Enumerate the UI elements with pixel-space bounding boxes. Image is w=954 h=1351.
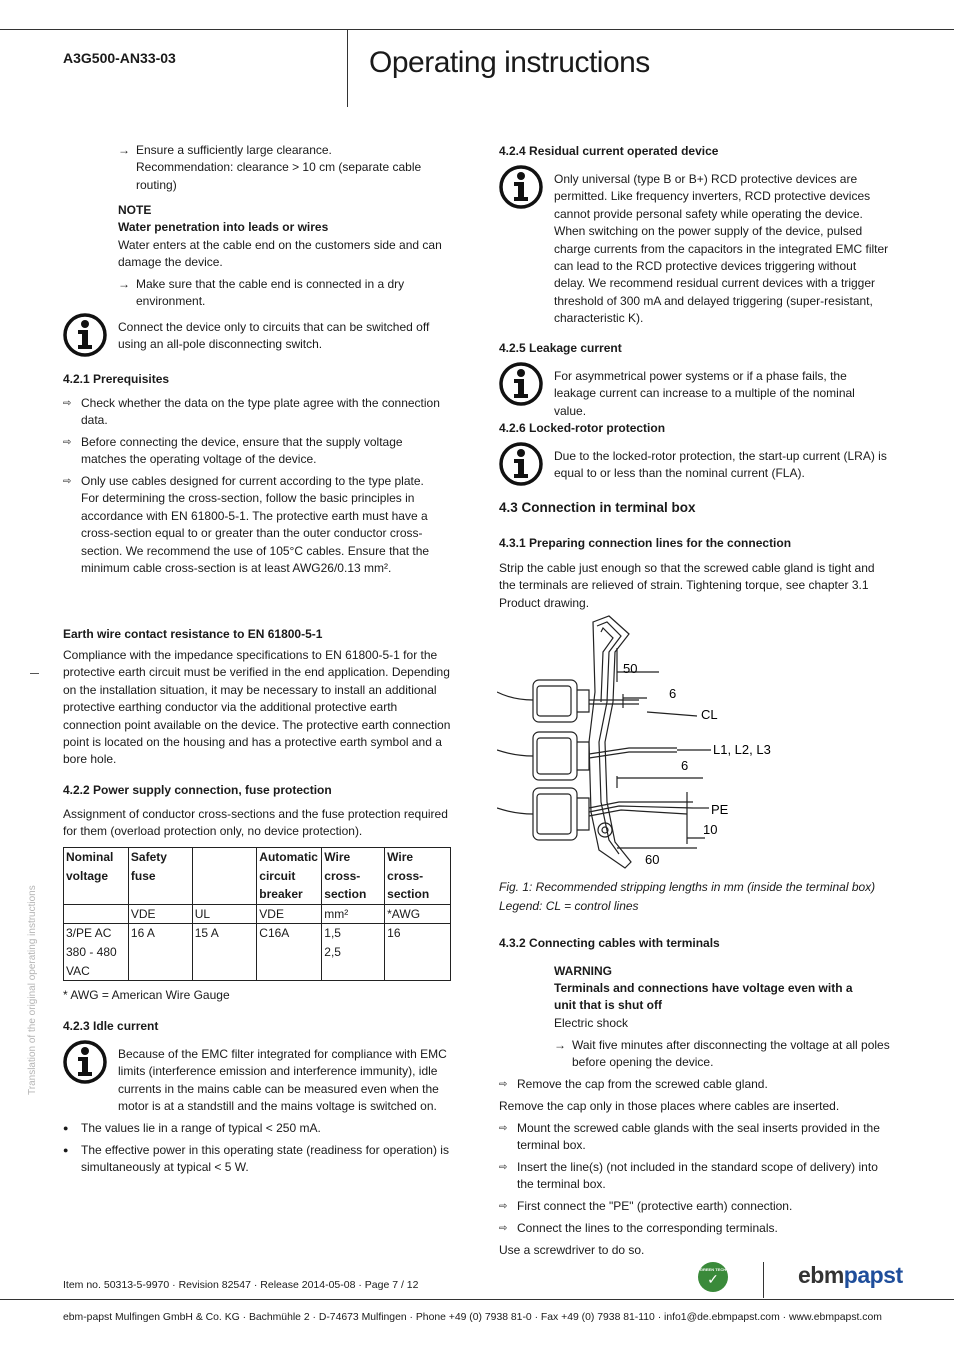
note-body: Water enters at the cable end on the customers side and can damage the device.: [118, 238, 442, 270]
check-icon: ✓: [707, 1271, 719, 1287]
list-item: ● The values lie in a range of typical < 250 mA.: [63, 1121, 321, 1135]
cap-note: Remove the cap only in those places where cables are inserted.: [499, 1099, 840, 1113]
figure-legend: Legend: CL = control lines: [499, 899, 639, 913]
info-text-switch: Connect the device only to circuits that can be switched off using an all-pole disconnecting switch.: [118, 320, 430, 352]
footer-rule: [0, 1299, 954, 1300]
table-row: 3/PE AC 380 - 480 VAC 16 A 15 A C16A 1,5 2,5 16: [64, 924, 451, 981]
stripping-length-figure: [497, 612, 787, 874]
clearance-instruction: → Ensure a sufficiently large clearance. Recommendation: clearance > 10 cm (separate cable routing): [118, 143, 422, 192]
product-code: A3G500-AN33-03: [63, 50, 176, 66]
warning-title: Terminals and connections have voltage even with a unit that is shut off: [554, 981, 853, 1013]
header-top-rule: [0, 29, 954, 30]
heading-earth-wire: Earth wire contact resistance to EN 61800-5-1: [63, 627, 323, 641]
list-item: ⇨ Check whether the data on the type plate agree with the connection data.: [63, 396, 440, 428]
list-item: ⇨ First connect the "PE" (protective earth) connection.: [499, 1199, 793, 1213]
margin-tick: [30, 673, 39, 674]
paragraph-4-2-2: Assignment of conductor cross-sections and the fuse protection required for them (overload protection only, no device protection).: [63, 807, 448, 839]
paragraph-4-3-1: Strip the cable just enough so that the screwed cable gland is tight and the terminals are relieved of strain. Tightening torque, see chapter 3.1 Product drawing.: [499, 561, 875, 610]
heading-4-2-4: 4.2.4 Residual current operated device: [499, 144, 719, 158]
note-action: → Make sure that the cable end is connected in a dry environment.: [118, 277, 405, 309]
item-info: Item no. 50313-5-9970 · Revision 82547 · Release 2014-05-08 · Page 7 / 12: [63, 1279, 419, 1291]
list-item: ⇨ Insert the line(s) (not included in the standard scope of delivery) into the terminal box.: [499, 1160, 878, 1192]
heading-4-2-5: 4.2.5 Leakage current: [499, 341, 622, 355]
screwdriver-note: Use a screwdriver to do so.: [499, 1243, 645, 1257]
dim-50: 50: [623, 661, 638, 676]
info-text-idle: Because of the EMC filter integrated for compliance with EMC limits (interference emission and interference immunity), idle currents in the mains cable can be measured even when the motor is at a standstill and the mains voltage is switched on.: [118, 1047, 447, 1114]
warning-action: → Wait five minutes after disconnecting the voltage at all poles before opening the device.: [554, 1038, 890, 1070]
logo-divider: [763, 1262, 764, 1298]
dim-10: 10: [703, 822, 718, 837]
heading-4-2-2: 4.2.2 Power supply connection, fuse protection: [63, 783, 332, 797]
sidebar-note: Translation of the original operating instructions: [27, 885, 38, 1095]
note-title: Water penetration into leads or wires: [118, 220, 329, 234]
dim-6-mid: 6: [681, 758, 689, 773]
info-icon: [63, 1040, 107, 1084]
label-l1-l2-l3: L1, L2, L3: [713, 742, 771, 757]
dim-6-top: 6: [669, 686, 677, 701]
badge-label: GREEN TECH: [699, 1267, 727, 1272]
info-icon: [499, 362, 543, 406]
heading-4-3-1: 4.3.1 Preparing connection lines for the connection: [499, 536, 792, 550]
info-text-locked-rotor: Due to the locked-rotor protection, the start-up current (LRA) is equal to or less than the nominal current (FLA).: [554, 449, 887, 481]
awg-footnote: * AWG = American Wire Gauge: [63, 988, 230, 1002]
list-item: ⇨ Remove the cap from the screwed cable gland.: [499, 1077, 768, 1091]
heading-4-3: 4.3 Connection in terminal box: [499, 500, 696, 515]
table-row: Nominal voltage Safety fuse Automatic circuit breaker Wire cross-section Wire cross-section: [64, 848, 451, 905]
label-cl: CL: [701, 707, 718, 722]
list-item: ● The effective power in this operating state (readiness for operation) is simultaneously at typical < 5 W.: [63, 1143, 449, 1175]
info-text-rcd: Only universal (type B or B+) RCD protective devices are permitted. Like frequency inverters, RCD protective devices cannot provide personal safety while operating the device. When switching on the power supply of the device, pulsed charge currents from the capacitors in the integrated EMC filter can lead to the RCD protective devices triggering without delay. We recommend residual current devices with a trigger threshold of 300 mA and delayed triggering (super-resistant, characteristic K).: [554, 172, 889, 326]
list-item: ⇨ Mount the screwed cable glands with the seal inserts provided in the terminal box.: [499, 1121, 880, 1153]
label-pe: PE: [711, 802, 729, 817]
table-row: VDE UL VDE mm² *AWG: [64, 904, 451, 924]
list-item: ⇨ Only use cables designed for current according to the type plate. For determining the cross-section, follow the basic principles in accordance with EN 61800-5-1. The protective earth must have a cross-section equal to or greater than the outer conductor cross-section. We recommend the use of 105°C cables. Ensure that the minimum cable cross-section is at least AWG26/0.13 mm².: [63, 474, 430, 576]
info-icon: [499, 165, 543, 209]
heading-4-3-2: 4.3.2 Connecting cables with terminals: [499, 936, 720, 950]
info-icon: [499, 442, 543, 486]
figure-caption: Fig. 1: Recommended stripping lengths in mm (inside the terminal box): [499, 880, 876, 894]
heading-4-2-6: 4.2.6 Locked-rotor protection: [499, 421, 666, 435]
company-address: ebm-papst Mulfingen GmbH & Co. KG · Bachmühle 2 · D-74673 Mulfingen · Phone +49 (0) 7938 81-0 · Fax +49 (0) 7938 81-110 · info1@de.ebmpapst.com · www.ebmpapst.com: [63, 1312, 882, 1323]
green-tech-badge: [698, 1262, 728, 1292]
earth-paragraph: Compliance with the impedance specifications to EN 61800-5-1 for the protective earth circuit must be verified in the end application. Depending on the installation situation, it may be necessary to install an additional protective earthing conductor via the additional protective earth connection point available on the device. The protective earth connection point is located on the housing and has a protective earth symbol and a bore hole.: [63, 648, 451, 767]
heading-4-2-3: 4.2.3 Idle current: [63, 1019, 159, 1033]
list-item: ⇨ Connect the lines to the corresponding terminals.: [499, 1221, 778, 1235]
dim-60: 60: [645, 852, 660, 867]
info-text-leakage: For asymmetrical power systems or if a phase fails, the leakage current can increase to a multiple of the nominal value.: [554, 369, 855, 418]
note-label: NOTE: [118, 203, 152, 217]
page-title: Operating instructions: [369, 46, 650, 79]
warning-label: WARNING: [554, 964, 612, 978]
warning-body: Electric shock: [554, 1016, 629, 1030]
ebmpapst-logo: ebmpapst: [798, 1262, 903, 1288]
info-icon: [63, 313, 107, 357]
header-divider: [347, 29, 348, 107]
fuse-table: [63, 847, 451, 981]
heading-4-2-1: 4.2.1 Prerequisites: [63, 372, 170, 386]
list-item: ⇨ Before connecting the device, ensure that the supply voltage matches the operating voltage of the device.: [63, 435, 403, 467]
